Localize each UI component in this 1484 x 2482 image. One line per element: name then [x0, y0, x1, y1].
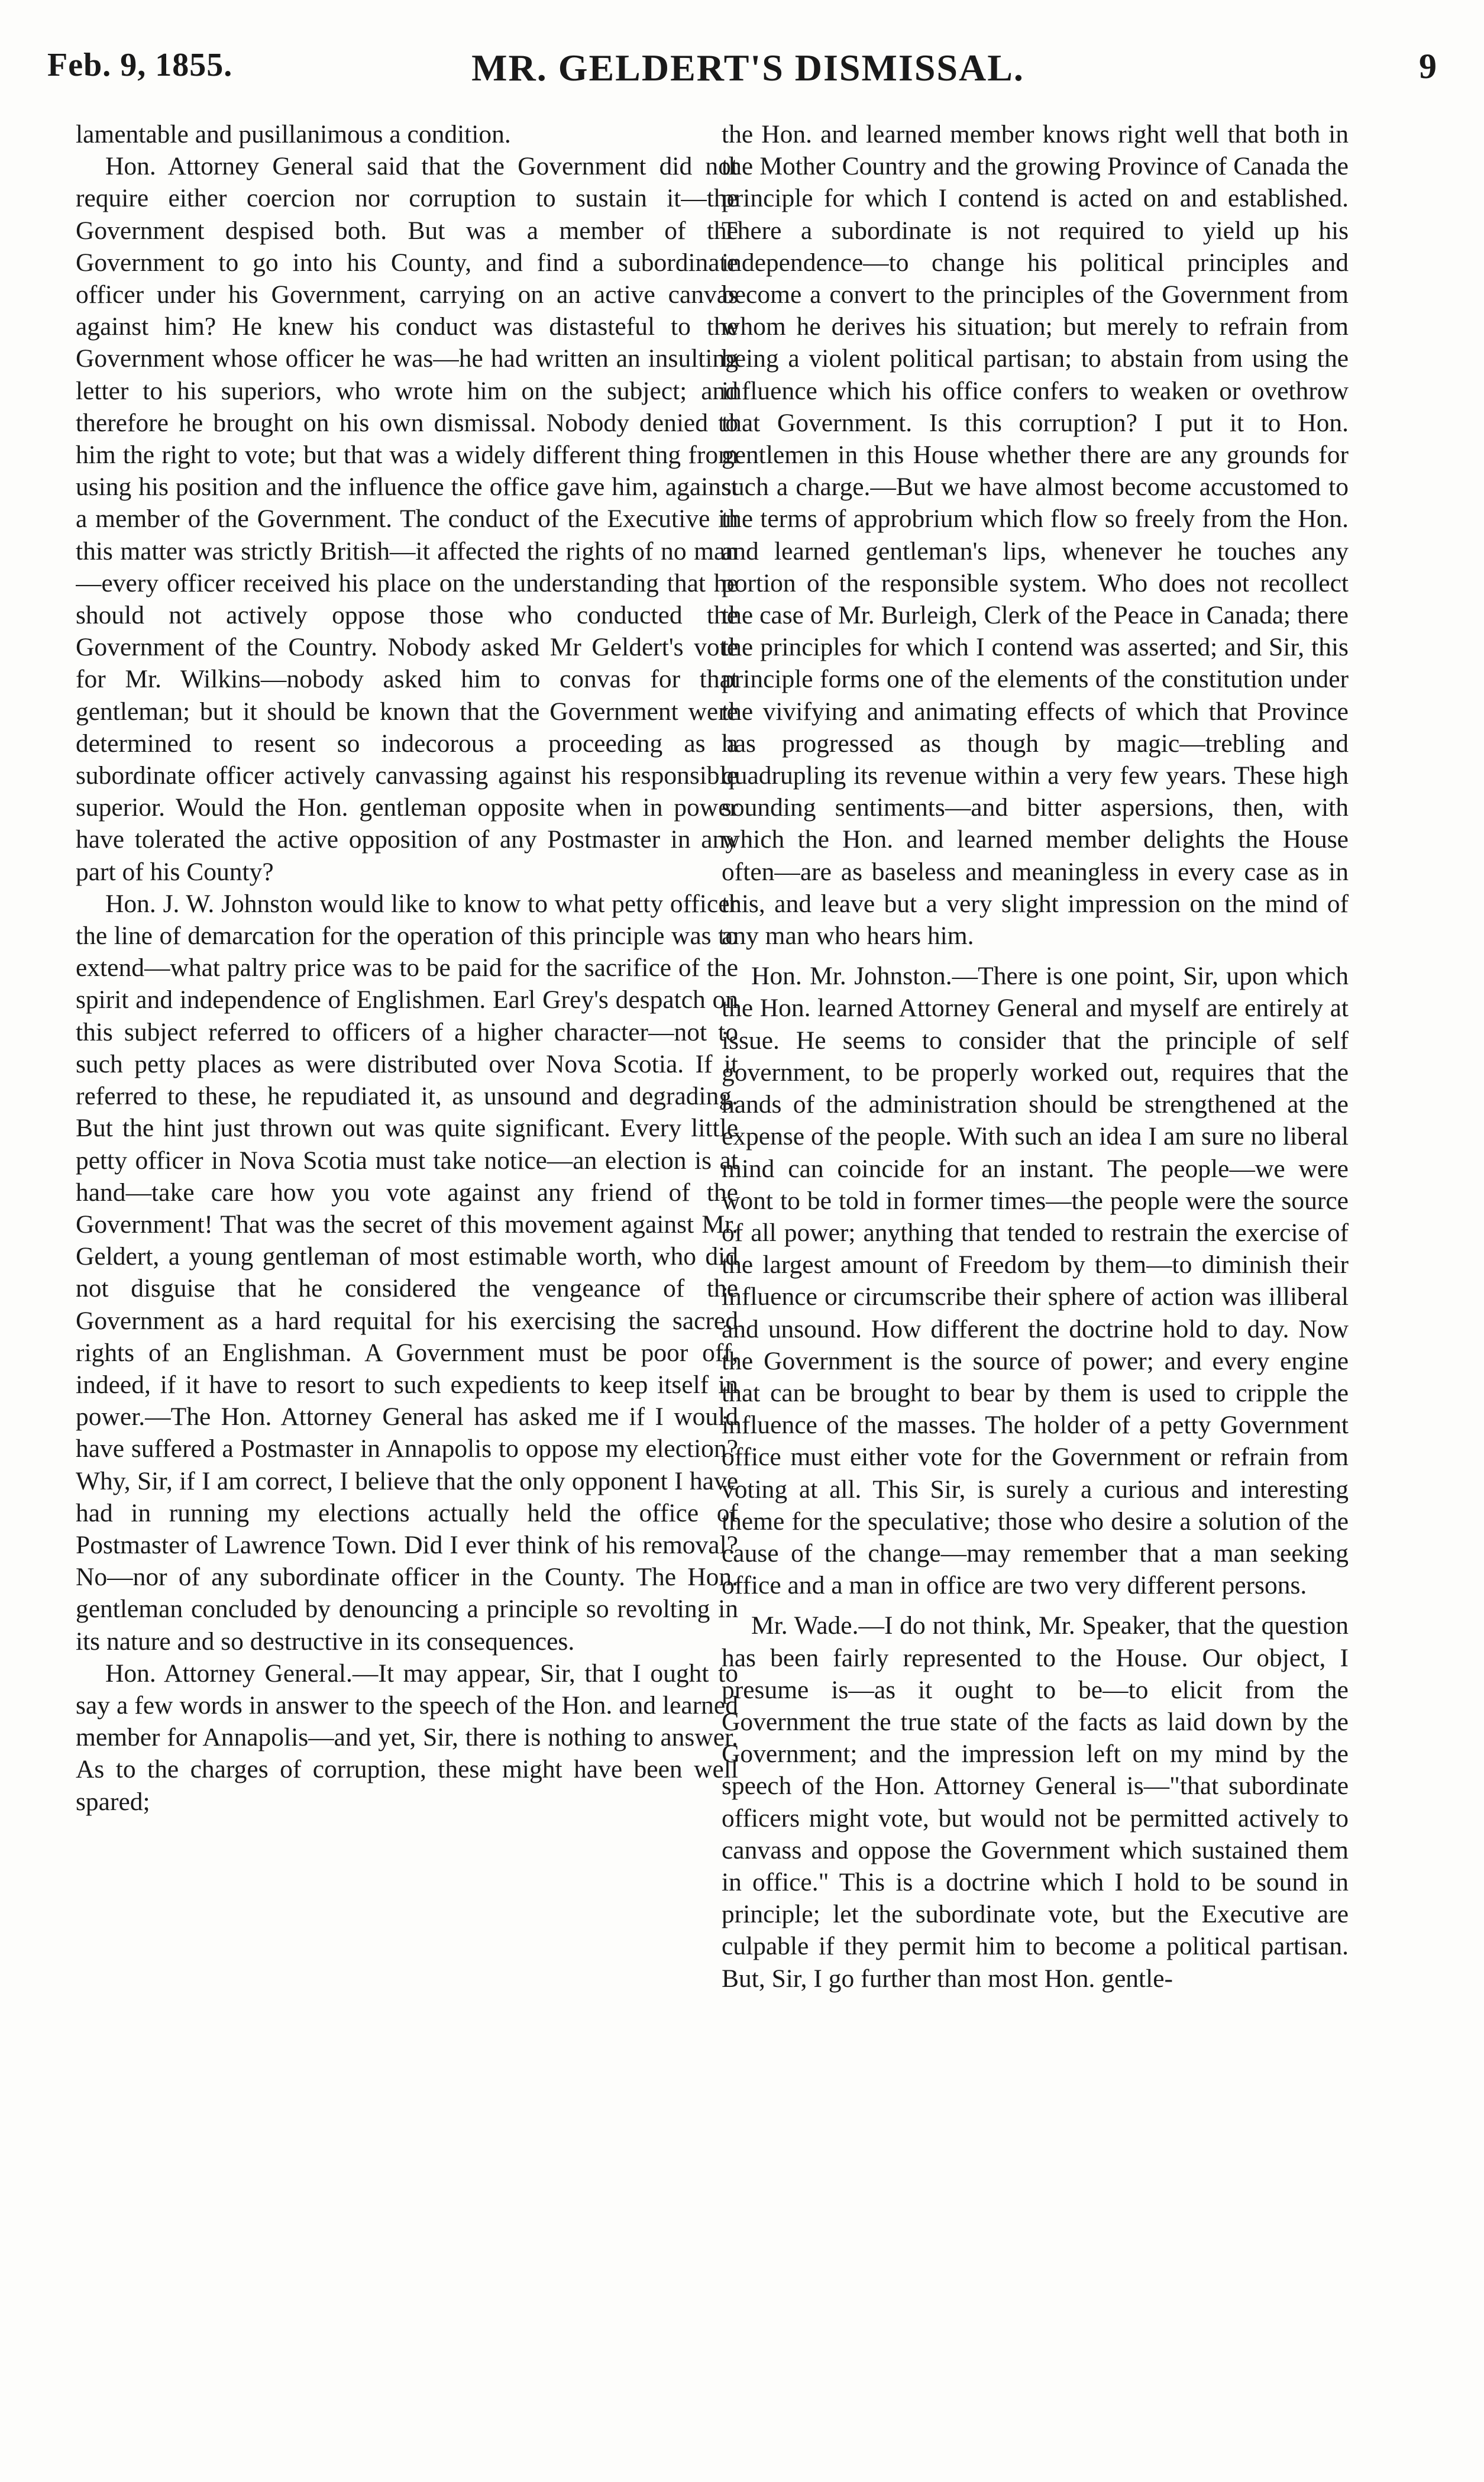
left-column: [76, 118, 738, 2449]
right-column: [722, 118, 1349, 2449]
paragraph-continued: lamentable and pusillanimous a condition.: [76, 120, 511, 148]
paragraph-wade: Mr. Wade.—I do not think, Mr. Speaker, that the question has been fairly represented to the House. Our object, I presume is—as it ought to be—to elicit from the Government the true state of the facts as laid down by the Government; and the impression left on my mind by the speech of the Hon. Attorney General is—"that subordinate officers might vote, but would not be permitted actively to canvass and oppose the Government which sustained them in office." This is a doctrine which I hold to be sound in principle; let the subordinate vote, but the Executive are culpable if they permit him to become a political partisan. But, Sir, I go further than most Hon. gentle-: [722, 1611, 1349, 1993]
paragraph-continued: the Hon. and learned member knows right well that both in the Mother Country and the growing Province of Canada the principle for which I contend is acted on and established. There a subordinate is not required to yield up his independence—to change his political principles and become a convert to the principles of the Government from whom he derives his situation; but merely to refrain from being a violent political partisan; to abstain from using the influence which his office confers to weaken or ovethrow that Government. Is this corruption? I put it to Hon. gentlemen in this House whether there are any grounds for such a charge.—But we have almost become accustomed to the terms of approbrium which flow so freely from the Hon. and learned gentleman's lips, whenever he touches any portion of the responsible system. Who does not recollect the case of Mr. Burleigh, Clerk of the Peace in Canada; there the principles for which I contend was asserted; and Sir, this principle forms one of the elements of the constitution under the vivifying and animating effects of which that Province has progressed as though by magic—trebling and quadrupling its revenue within a very few years. These high sounding sentiments—and bitter aspersions, then, with which the Hon. and learned member delights the House often—are as baseless and meaningless in every case as in this, and leave but a very slight impression on the mind of any man who hears him.: [722, 120, 1349, 951]
paragraph-johnston: Hon. J. W. Johnston would like to know to what petty officer the line of demarcation for the operation of this principle was to extend—what paltry price was to be paid for the sacrifice of the spirit and independence of Englishmen. Earl Grey's despatch on this subject referred to officers of a higher character—not to such petty places as were distributed over Nova Scotia. If it referred to these, he repudiated it, as unsound and degrading. But the hint just thrown out was quite significant. Every little petty officer in Nova Scotia must take notice—an election is at hand—take care how you vote against any friend of the Government! That was the secret of this movement against Mr. Geldert, a young gentleman of most estimable worth, who did not disguise that he considered the vengeance of the Government as a hard requital for his exercising the sacred rights of an Englishman. A Government must be poor off, indeed, if it have to resort to such expedients to keep itself in power.—The Hon. Attorney General has asked me if I would have suffered a Postmaster in Annapolis to oppose my election? Why, Sir, if I am correct, I believe that the only opponent I have had in running my elections actually held the office of Postmaster of Lawrence Town. Did I ever think of his removal? No—nor of any subordinate officer in the County. The Hon. gentleman concluded by denouncing a principle so revolting in its nature and so destructive in its consequences.: [76, 889, 738, 1656]
header-date: Feb. 9, 1855.: [47, 47, 233, 83]
paragraph-attorney-general: Hon. Attorney General said that the Government did not require either coercion nor corruption to sustain it—the Government despised both. But was a member of the Government to go into his County, and find a subordinate officer under his Government, carrying on an active canvas against him? He knew his conduct was distasteful to the Government whose officer he was—he had written an insulting letter to his superiors, who wrote him on the subject; and therefore he brought on his own dismissal. Nobody denied to him the right to vote; but that was a widely different thing from using his position and the influence the office gave him, against a member of the Government. The conduct of the Executive in this matter was strictly British—it affected the rights of no man—every officer received his place on the understanding that he should not actively oppose those who conducted the Government of the Country. Nobody asked Mr Geldert's vote for Mr. Wilkins—nobody asked him to convas for that gentleman; but it should be known that the Government were determined to resent so indecorous a proceeding as a subordinate officer actively canvassing against his responsible superior. Would the Hon. gentleman opposite when in power have tolerated the active opposition of any Postmaster in any part of his County?: [76, 152, 738, 886]
page-title: MR. GELDERT'S DISMISSAL.: [471, 47, 1024, 89]
paragraph-johnston-reply: Hon. Mr. Johnston.—There is one point, Sir, upon which the Hon. learned Attorney General and myself are entirely at issue. He seems to consider that the principle of self government, to be properly worked out, requires that the hands of the administration should be strengthened at the expense of the people. With such an idea I am sure no liberal mind can coincide for an instant. The people—we were wont to be told in former times—the people were the source of all power; anything that tended to restrain the exercise of the largest amount of Freedom by them—to diminish their influence or circumscribe their sphere of action was illiberal and unsound. How different the doctrine hold to day. Now the Government is the source of power; and every engine that can be brought to bear by them is used to cripple the influence of the masses. The holder of a petty Government office must either vote for the Government or refrain from voting at all. This Sir, is surely a curious and interesting theme for the speculative; those who desire a solution of the cause of the change—may remember that a man seeking office and a man in office are two very different persons.: [722, 962, 1349, 1600]
paragraph-attorney-general-reply: Hon. Attorney General.—It may appear, Sir, that I ought to say a few words in answer to the speech of the Hon. and learned member for Annapolis—and yet, Sir, there is nothing to answer. As to the charges of corruption, these might have been well spared;: [76, 1659, 738, 1816]
page-number: 9: [1419, 47, 1437, 86]
running-header: [47, 46, 1449, 99]
